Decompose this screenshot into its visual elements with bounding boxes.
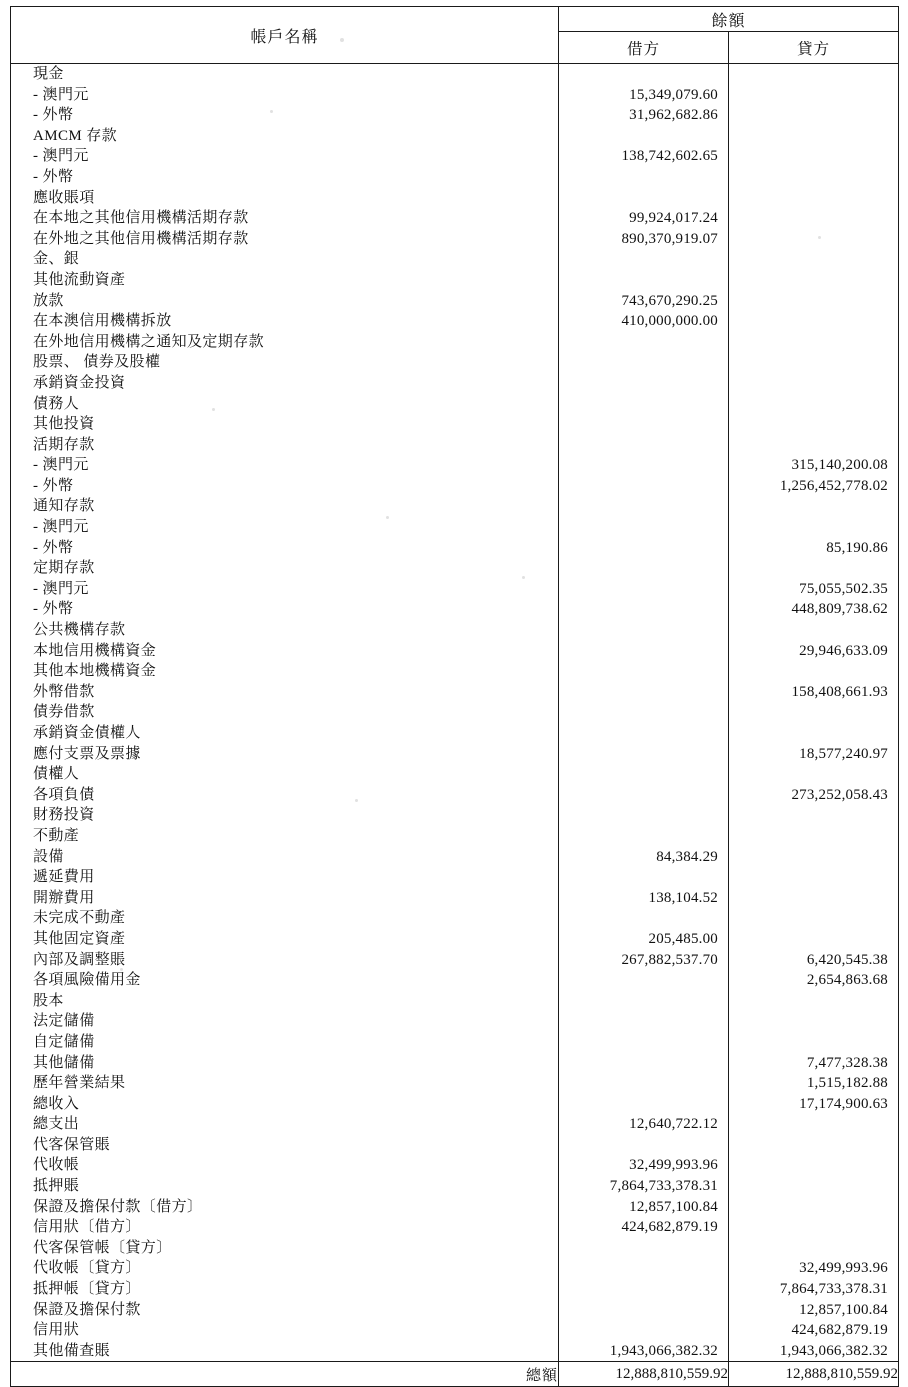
credit-cell	[729, 661, 898, 682]
debit-cell	[559, 1032, 728, 1053]
debit-cell	[559, 1094, 728, 1115]
debit-cell	[559, 352, 728, 373]
table-row-total	[11, 1362, 899, 1387]
table-row: 其他固定資產	[33, 930, 126, 947]
credit-cell	[729, 1155, 898, 1176]
debit-cell: 890,370,919.07	[621, 230, 718, 247]
table-row: 代收帳	[33, 1157, 80, 1174]
table-row: - 澳門元	[33, 580, 89, 597]
balance-sheet-table	[10, 6, 899, 1387]
scan-speck	[212, 408, 215, 411]
table-row: 代客保管賬	[33, 1136, 111, 1153]
debit-cell	[559, 538, 728, 559]
credit-cell	[729, 517, 898, 538]
debit-cell: 743,670,290.25	[621, 292, 718, 309]
credit-cell	[729, 1197, 898, 1218]
table-row: 歷年營業結果	[33, 1075, 126, 1092]
debit-cell	[559, 867, 728, 888]
table-row: - 外幣	[33, 477, 74, 494]
credit-cell: 7,864,733,378.31	[779, 1281, 889, 1298]
table-row: 開辦費用	[33, 889, 95, 906]
table-row: - 外幣	[33, 601, 74, 618]
debit-cell: 1,943,066,382.32	[609, 1342, 718, 1359]
table-row: 本地信用機構資金	[33, 642, 157, 659]
debit-cell	[559, 1135, 728, 1156]
table-row: 金、銀	[33, 251, 80, 268]
debit-cell: 32,499,993.96	[629, 1157, 718, 1174]
credit-cell	[729, 291, 898, 312]
table-row: 財務投資	[33, 807, 95, 824]
credit-cell	[729, 105, 898, 126]
debit-cell	[559, 805, 728, 826]
credit-cell	[729, 1176, 898, 1197]
credit-cell	[729, 229, 898, 250]
credit-cell	[729, 373, 898, 394]
debit-cell	[559, 908, 728, 929]
debit-column	[559, 64, 729, 1362]
debit-cell	[559, 476, 728, 497]
credit-cell: 273,252,058.43	[791, 786, 889, 803]
debit-cell	[559, 455, 728, 476]
credit-cell: 424,682,879.19	[791, 1322, 889, 1339]
credit-cell: 17,174,900.63	[799, 1095, 889, 1112]
credit-cell	[729, 146, 898, 167]
debit-cell	[559, 373, 728, 394]
credit-column	[729, 64, 899, 1362]
credit-cell	[729, 929, 898, 950]
credit-cell: 1,256,452,778.02	[779, 477, 889, 494]
debit-cell	[559, 1053, 728, 1074]
account-name-column	[11, 64, 559, 1362]
table-row: 承銷資金投資	[33, 374, 126, 391]
debit-cell	[559, 1300, 728, 1321]
credit-cell	[729, 188, 898, 209]
debit-cell: 84,384.29	[656, 848, 718, 865]
scan-speck	[386, 516, 389, 519]
credit-cell	[729, 558, 898, 579]
credit-cell	[729, 352, 898, 373]
table-row: 法定儲備	[33, 1013, 95, 1030]
table-row: 股票、 債券及股權	[33, 354, 161, 371]
credit-cell	[729, 723, 898, 744]
credit-cell: 7,477,328.38	[806, 1054, 889, 1071]
debit-cell	[559, 702, 728, 723]
debit-cell	[559, 1320, 728, 1341]
debit-cell	[559, 517, 728, 538]
debit-cell: 12,640,722.12	[629, 1116, 718, 1133]
credit-cell	[729, 496, 898, 517]
debit-cell	[559, 723, 728, 744]
table-row: - 外幣	[33, 539, 74, 556]
scan-speck	[270, 110, 273, 113]
debit-cell: 424,682,879.19	[621, 1219, 718, 1236]
credit-cell	[729, 867, 898, 888]
debit-cell	[559, 785, 728, 806]
debit-cell: 138,742,602.65	[621, 148, 718, 165]
table-row: 在本澳信用機構拆放	[33, 313, 172, 330]
debit-cell	[559, 188, 728, 209]
credit-cell	[729, 888, 898, 909]
scan-speck	[355, 799, 358, 802]
credit-cell	[729, 394, 898, 415]
debit-cell	[559, 496, 728, 517]
debit-cell	[559, 1238, 728, 1259]
debit-cell	[559, 826, 728, 847]
account-name-list	[11, 64, 558, 1361]
table-row: 其他儲備	[33, 1054, 95, 1071]
credit-cell	[729, 414, 898, 435]
debit-cell	[559, 1279, 728, 1300]
table-row: - 外幣	[33, 168, 74, 185]
table-row: 信用狀〔借方〕	[33, 1219, 141, 1236]
total-credit: 12,888,810,559.92	[729, 1362, 899, 1387]
debit-cell	[559, 599, 728, 620]
debit-cell	[559, 579, 728, 600]
credit-cell: 448,809,738.62	[791, 601, 889, 618]
total-debit: 12,888,810,559.92	[559, 1362, 729, 1387]
debit-cell	[559, 414, 728, 435]
table-row: - 外幣	[33, 107, 74, 124]
debit-cell	[559, 641, 728, 662]
scan-speck	[340, 38, 344, 42]
table-row: 抵押帳〔貸方〕	[33, 1281, 141, 1298]
credit-cell: 12,857,100.84	[799, 1301, 889, 1318]
header-credit: 貸方	[729, 32, 899, 64]
debit-cell	[559, 394, 728, 415]
table-row: 自定儲備	[33, 1033, 95, 1050]
table-row: - 澳門元	[33, 457, 89, 474]
debit-cell	[559, 64, 728, 85]
credit-cell: 75,055,502.35	[799, 580, 889, 597]
credit-cell	[729, 620, 898, 641]
table-row: 遞延費用	[33, 869, 95, 886]
table-row: 應收賬項	[33, 189, 95, 206]
credit-cell	[729, 167, 898, 188]
table-row: 未完成不動產	[33, 910, 126, 927]
table-row: - 澳門元	[33, 86, 89, 103]
table-row: 在本地之其他信用機構活期存款	[33, 210, 249, 227]
table-row: 定期存款	[33, 560, 95, 577]
table-body	[11, 64, 899, 1387]
table-row: - 澳門元	[33, 519, 89, 536]
table-row: 信用狀	[33, 1322, 80, 1339]
credit-cell: 2,654,863.68	[806, 972, 889, 989]
table-row: 其他流動資產	[33, 271, 126, 288]
credit-cell	[729, 991, 898, 1012]
debit-cell	[559, 1258, 728, 1279]
credit-cell	[729, 908, 898, 929]
credit-cell: 6,420,545.38	[806, 951, 889, 968]
credit-cell	[729, 208, 898, 229]
table-row: 放款	[33, 292, 64, 309]
debit-cell	[559, 126, 728, 147]
credit-cell: 32,499,993.96	[799, 1260, 889, 1277]
credit-cell	[729, 85, 898, 106]
table-row: 總收入	[33, 1095, 80, 1112]
debit-cell: 138,104.52	[648, 889, 718, 906]
table-row: - 澳門元	[33, 148, 89, 165]
debit-cell	[559, 991, 728, 1012]
debit-cell	[559, 661, 728, 682]
debit-cell	[559, 620, 728, 641]
credit-cell	[729, 805, 898, 826]
header-debit: 借方	[559, 32, 729, 64]
debit-cell	[559, 1011, 728, 1032]
credit-cell: 18,577,240.97	[799, 745, 889, 762]
debit-cell: 12,857,100.84	[629, 1198, 718, 1215]
debit-cell	[559, 270, 728, 291]
table-header	[11, 7, 899, 64]
credit-cell	[729, 1217, 898, 1238]
credit-cell: 29,946,633.09	[799, 642, 889, 659]
credit-cell	[729, 311, 898, 332]
debit-list	[559, 64, 728, 1361]
table-row: 內部及調整賬	[33, 951, 126, 968]
debit-cell	[559, 764, 728, 785]
debit-cell	[559, 970, 728, 991]
debit-cell: 205,485.00	[648, 930, 718, 947]
credit-cell	[729, 332, 898, 353]
table-row: 債券借歀	[33, 704, 95, 721]
debit-cell	[559, 167, 728, 188]
credit-cell: 85,190.86	[826, 539, 889, 556]
total-label: 總額	[11, 1362, 559, 1387]
credit-list	[729, 64, 898, 1361]
table-row: 保證及擔保付歀	[33, 1301, 141, 1318]
table-row: 在外地之其他信用機構活期存款	[33, 230, 249, 247]
table-row: 在外地信用機構之通知及定期存款	[33, 333, 265, 350]
credit-cell	[729, 1238, 898, 1259]
debit-cell: 31,962,682.86	[629, 107, 718, 124]
table-row: AMCM 存款	[33, 127, 118, 144]
credit-cell: 158,408,661.93	[791, 683, 889, 700]
debit-cell: 99,924,017.24	[629, 210, 718, 227]
debit-cell	[559, 682, 728, 703]
table-row: 活期存款	[33, 436, 95, 453]
table-row: 承銷資金債權人	[33, 725, 141, 741]
credit-cell	[729, 1032, 898, 1053]
table-row: 債務人	[33, 395, 80, 412]
table-row: 通知存款	[33, 498, 95, 515]
table-row: 抵押賬	[33, 1178, 80, 1195]
table-row: 其他本地機構資金	[33, 663, 157, 680]
table-row: 代收帳〔貸方〕	[33, 1260, 141, 1277]
credit-cell	[729, 249, 898, 270]
table-row: 現金	[33, 66, 64, 82]
debit-cell	[559, 249, 728, 270]
debit-cell	[559, 744, 728, 765]
table-row: 債權人	[33, 766, 80, 783]
table-row: 股本	[33, 992, 64, 1009]
credit-cell: 315,140,200.08	[791, 457, 889, 474]
debit-cell	[559, 435, 728, 456]
credit-cell	[729, 435, 898, 456]
debit-cell: 15,349,079.60	[629, 86, 718, 103]
scan-speck	[522, 576, 525, 579]
table-row: 各項負債	[33, 786, 95, 803]
credit-cell: 1,943,066,382.32	[779, 1342, 889, 1359]
debit-cell: 7,864,733,378.31	[609, 1178, 718, 1195]
table-row: 各項風險備用金	[33, 972, 141, 989]
table-row: 不動產	[33, 827, 80, 844]
table-row: 外幣借歀	[33, 683, 95, 700]
credit-cell	[729, 126, 898, 147]
credit-cell	[729, 826, 898, 847]
credit-cell	[729, 270, 898, 291]
credit-cell	[729, 702, 898, 723]
credit-cell: 1,515,182.88	[806, 1075, 889, 1092]
debit-cell	[559, 332, 728, 353]
credit-cell	[729, 1114, 898, 1135]
table-row: 代客保管帳〔貸方〕	[33, 1239, 172, 1256]
table-row: 總支出	[33, 1116, 80, 1133]
credit-cell	[729, 847, 898, 868]
scan-speck	[818, 236, 821, 239]
credit-cell	[729, 764, 898, 785]
credit-cell	[729, 1011, 898, 1032]
header-account-name: 帳戶名稱	[11, 7, 559, 64]
header-balance: 餘額	[559, 7, 899, 32]
debit-cell: 410,000,000.00	[621, 313, 718, 330]
debit-cell	[559, 558, 728, 579]
debit-cell	[559, 1073, 728, 1094]
table-row: 其他投資	[33, 416, 95, 433]
credit-cell	[729, 64, 898, 85]
table-row: 其他備查賬	[33, 1342, 111, 1359]
table-row: 應付支票及票據	[33, 745, 141, 762]
table-row: 設備	[33, 848, 64, 865]
debit-cell: 267,882,537.70	[621, 951, 718, 968]
table-row: 保證及擔保付歀〔借方〕	[33, 1198, 203, 1215]
scan-speck	[120, 968, 123, 971]
table-row: 公共機構存款	[33, 622, 126, 639]
credit-cell	[729, 1135, 898, 1156]
